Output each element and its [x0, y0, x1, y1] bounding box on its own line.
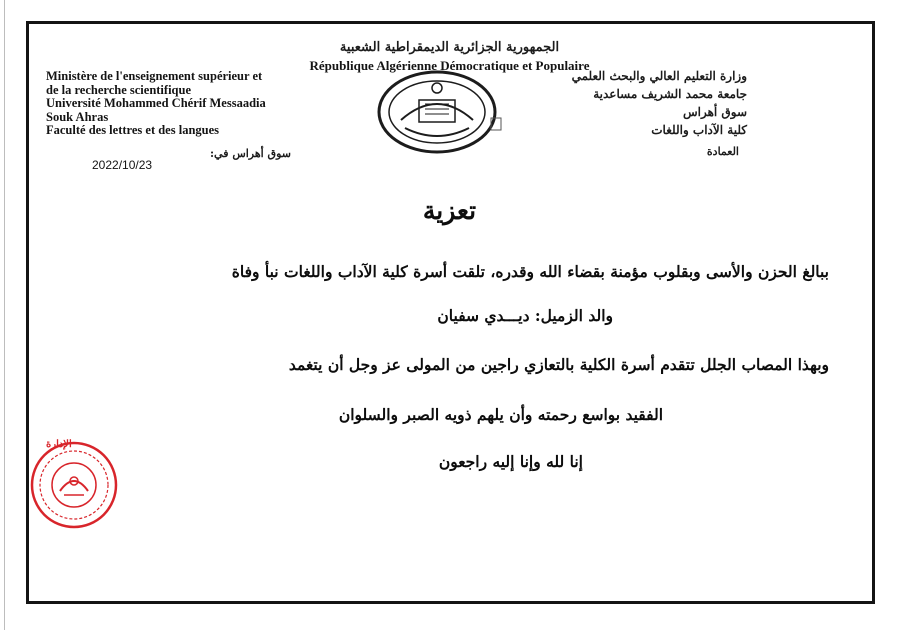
- date-label: سوق أهراس في:: [210, 147, 291, 160]
- page-edge-line: [4, 0, 5, 630]
- official-stamp-icon: [24, 433, 118, 533]
- republic-title-arabic: الجمهورية الجزائرية الديمقراطية الشعبية: [339, 40, 560, 55]
- institution-line-ministry: Ministère de l'enseignement supérieur et: [46, 69, 263, 83]
- dean-office-label: العمادة: [706, 145, 739, 158]
- institution-line-city: Souk Ahras: [46, 109, 109, 124]
- condolence-line-2: والد الزميل: ديـــدي سفيان: [437, 306, 613, 325]
- document-date: 2022/10/23: [92, 158, 153, 172]
- institution-line-faculty-ar: كلية الآداب واللغات: [651, 123, 747, 137]
- institution-line-ministry-ar: وزارة التعليم العالي والبحث العلمي: [571, 69, 747, 83]
- institution-block-french: [46, 70, 266, 138]
- institution-line-university-ar: جامعة محمد الشريف مساعدية: [593, 87, 747, 101]
- institution-line-research: de la recherche scientifique: [46, 82, 191, 97]
- institution-line-faculty: Faculté des lettres et des langues: [46, 123, 220, 137]
- republic-title-french: République Algérienne Démocratique et Populaire: [309, 58, 590, 73]
- condolence-line-3: وبهذا المصاب الجلل تتقدم أسرة الكلية بالتعازي راجين من المولى عز وجل أن يتغمد: [288, 355, 829, 374]
- condolence-line-1: ببالغ الحزن والأسى وبقلوب مؤمنة بقضاء الله وقدره، تلقت أسرة كلية الآداب واللغات نبأ وفاة: [231, 262, 829, 281]
- institution-block-arabic: [572, 67, 747, 139]
- institution-line-university: Université Mohammed Chérif Messaadia: [46, 96, 266, 110]
- condolence-line-5: إنا لله وإنا إليه راجعون: [438, 452, 583, 471]
- university-logo-icon: [375, 68, 505, 158]
- condolence-line-4: الفقيد بواسع رحمته وأن يلهم ذويه الصبر والسلوان: [338, 405, 663, 424]
- institution-line-city-ar: سوق أهراس: [682, 105, 747, 119]
- stamp-text: الإدارة: [46, 439, 72, 450]
- document-title: تعزية: [422, 196, 477, 225]
